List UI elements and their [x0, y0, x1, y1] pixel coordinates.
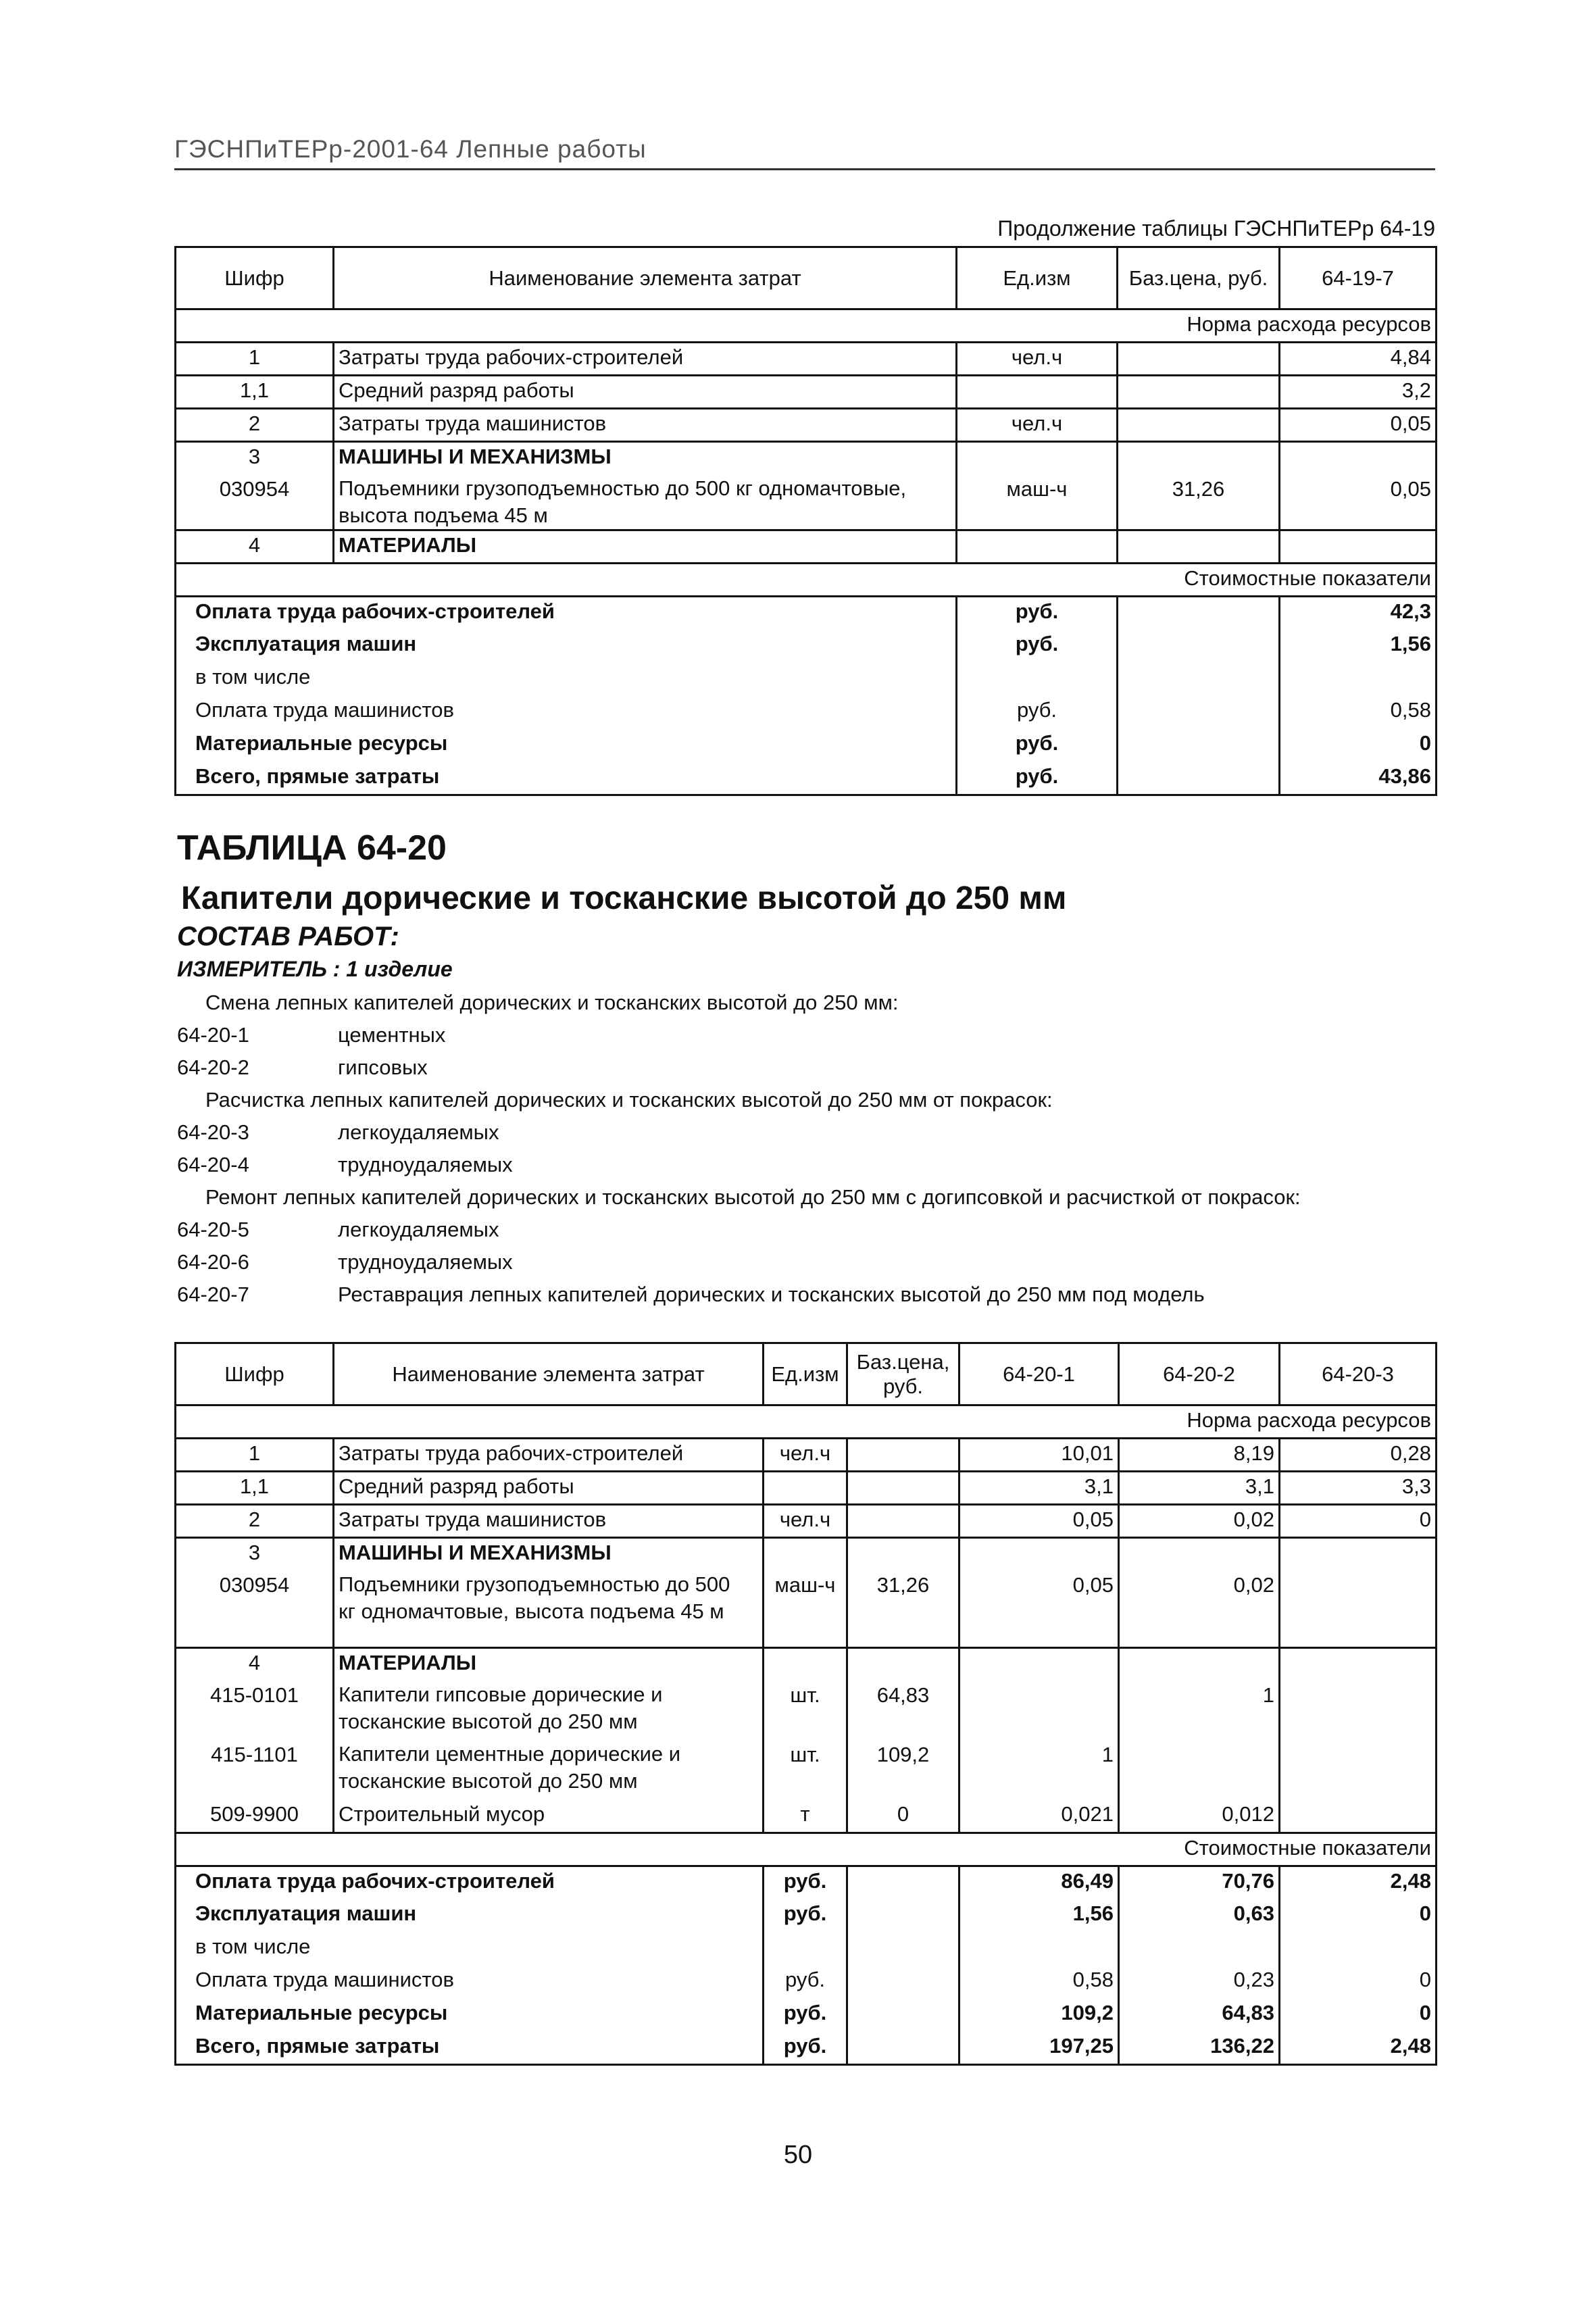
header-price: Баз.цена, руб. [1118, 247, 1280, 309]
cost-label-row [176, 564, 1437, 597]
header-code: Шифр [176, 1343, 334, 1405]
cost-label-row [176, 1833, 1437, 1866]
table-row: 3 МАШИНЫ И МЕХАНИЗМЫ [176, 442, 1437, 475]
row-name-line: Капители цементные дорические и [339, 1741, 681, 1766]
cost-label: Стоимостные показатели [176, 564, 1437, 597]
cost-row: Материальные ресурсы руб. 109,2 64,83 0 [176, 1999, 1437, 2032]
table-row: 3 МАШИНЫ И МЕХАНИЗМЫ [176, 1538, 1437, 1571]
table-row: 2 Затраты труда машинистов чел.ч 0,05 0,02 0 [176, 1505, 1437, 1538]
cost-row: Всего, прямые затраты руб. 197,25 136,22 2,48 [176, 2032, 1437, 2065]
works-list [177, 987, 1434, 1311]
table-row: 030954 Подъемники грузоподъемностью до 500 кг одномачтовые, высота подъема 45 м маш-ч 31,26 0,05 [176, 475, 1437, 530]
works-item: 64-20-7 Реставрация лепных капителей дорических и тосканских высотой до 250 мм под модель [177, 1283, 1205, 1306]
cost-row: Материальные ресурсы руб. 0 [176, 729, 1437, 762]
row-name-line: Подъемники грузоподъемностью до 500 [339, 1572, 730, 1596]
table-row: 4 МАТЕРИАЛЫ [176, 1648, 1437, 1681]
header-col-64-20-2: 64-20-2 [1119, 1343, 1280, 1405]
row-name-line: Подъемники грузоподъемностью до 500 кг одномачтовые, [339, 476, 907, 500]
header-unit: Ед.изм [764, 1343, 847, 1405]
header-col-64-20-1: 64-20-1 [959, 1343, 1119, 1405]
cost-row: Оплата труда рабочих-строителей руб. 42,3 [176, 597, 1437, 630]
running-header: ГЭСНПиТЕРр-2001-64 Лепные работы [174, 128, 1435, 170]
main-header-row [176, 1343, 1437, 1405]
continuation-caption: Продолжение таблицы ГЭСНПиТЕРр 64-19 [997, 216, 1435, 241]
norm-label: Норма расхода ресурсов [176, 309, 1437, 343]
cost-label: Стоимостные показатели [176, 1833, 1437, 1866]
row-name-line: тосканские высотой до 250 мм [339, 1709, 638, 1733]
cost-row: в том числе [176, 1933, 1437, 1966]
header-name: Наименование элемента затрат [334, 247, 957, 309]
table-row: 1 Затраты труда рабочих-строителей чел.ч 4,84 [176, 343, 1437, 376]
table-row: 415-1101 Капители цементные дорические и тосканские высотой до 250 мм шт. 109,2 1 [176, 1741, 1437, 1800]
works-item: 64-20-5 легкоудаляемых [177, 1218, 499, 1241]
table-row: 509-9900 Строительный мусор т 0 0,021 0,012 [176, 1800, 1437, 1833]
norm-label-row [176, 1405, 1437, 1439]
works-group-heading: Расчистка лепных капителей дорических и тосканских высотой до 250 мм от покрасок: [205, 1088, 1053, 1112]
header-unit: Ед.изм [957, 247, 1118, 309]
cost-row: в том числе [176, 663, 1437, 696]
header-code: Шифр [176, 247, 334, 309]
table-row: 415-0101 Капители гипсовые дорические и тосканские высотой до 250 мм шт. 64,83 1 [176, 1681, 1437, 1741]
cost-row: Оплата труда рабочих-строителей руб. 86,49 70,76 2,48 [176, 1866, 1437, 1899]
works-item: 64-20-3 легкоудаляемых [177, 1120, 499, 1144]
main-table [174, 1342, 1437, 2066]
page-number: 50 [783, 2141, 813, 2169]
norm-label-row [176, 309, 1437, 343]
cost-row: Оплата труда машинистов руб. 0,58 [176, 696, 1437, 729]
table-row: 030954 Подъемники грузоподъемностью до 500 кг одномачтовые, высота подъема 45 м маш-ч 31,26 0,05 0,02 [176, 1571, 1437, 1648]
header-col-64-20-3: 64-20-3 [1280, 1343, 1437, 1405]
continuation-table [174, 246, 1437, 796]
cost-row: Оплата труда машинистов руб. 0,58 0,23 0 [176, 1966, 1437, 1999]
works-group-heading: Смена лепных капителей дорических и тосканских высотой до 250 мм: [205, 991, 899, 1014]
row-name-line: тосканские высотой до 250 мм [339, 1768, 638, 1793]
cost-row: Эксплуатация машин руб. 1,56 [176, 630, 1437, 663]
table-row: 1 Затраты труда рабочих-строителей чел.ч 10,01 8,19 0,28 [176, 1439, 1437, 1472]
works-item: 64-20-4 трудноудаляемых [177, 1153, 513, 1176]
cost-row: Эксплуатация машин руб. 1,56 0,63 0 [176, 1899, 1437, 1933]
table-row: 2 Затраты труда машинистов чел.ч 0,05 [176, 409, 1437, 442]
works-item: 64-20-6 трудноудаляемых [177, 1250, 513, 1274]
works-group-heading: Ремонт лепных капителей дорических и тосканских высотой до 250 мм с догипсовкой и расчисткой от покрасок: [205, 1185, 1301, 1209]
row-name-line: высота подъема 45 м [339, 503, 548, 527]
table-title: ТАБЛИЦА 64-20 [177, 828, 447, 868]
header-col-64-19-7: 64-19-7 [1280, 247, 1437, 309]
header-name: Наименование элемента затрат [334, 1343, 764, 1405]
works-item: 64-20-2 гипсовых [177, 1055, 428, 1079]
measure-unit: ИЗМЕРИТЕЛЬ : 1 изделие [177, 957, 453, 981]
norm-label: Норма расхода ресурсов [176, 1405, 1437, 1439]
row-name-line: кг одномачтовые, высота подъема 45 м [339, 1599, 724, 1623]
table-name: Капители дорические и тосканские высотой до 250 мм [181, 880, 1067, 916]
works-item: 64-20-1 цементных [177, 1023, 446, 1047]
continuation-header-row [176, 247, 1437, 309]
table-row: 4 МАТЕРИАЛЫ [176, 530, 1437, 564]
table-row: 1,1 Средний разряд работы 3,2 [176, 376, 1437, 409]
table-row: 1,1 Средний разряд работы 3,1 3,1 3,3 [176, 1472, 1437, 1505]
cost-row: Всего, прямые затраты руб. 43,86 [176, 762, 1437, 795]
header-price: Баз.цена, руб. [847, 1343, 959, 1405]
composition-heading: СОСТАВ РАБОТ: [177, 922, 399, 951]
row-name-line: Капители гипсовые дорические и [339, 1682, 663, 1706]
